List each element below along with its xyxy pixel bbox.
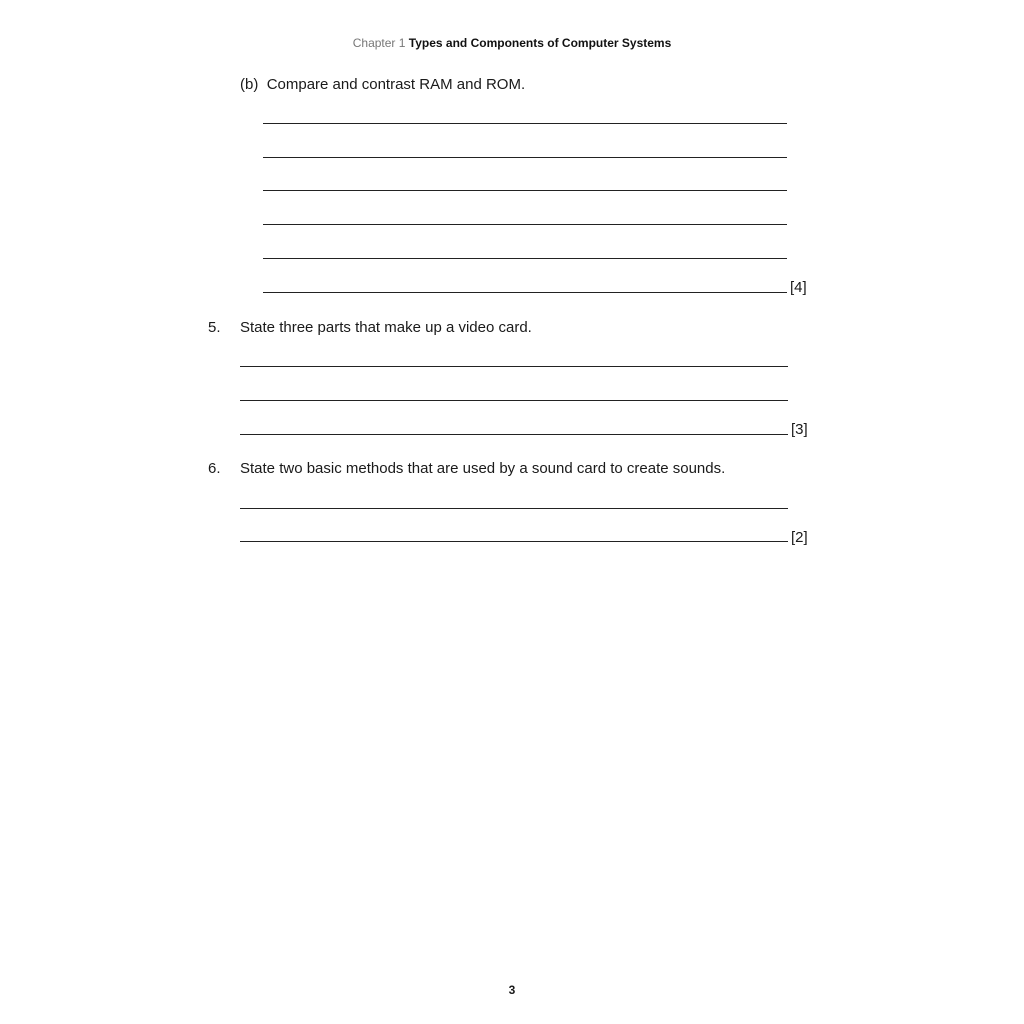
chapter-title: Types and Components of Computer Systems [408,36,672,50]
answer-line[interactable] [240,541,788,542]
answer-line[interactable] [240,508,788,509]
marks-label: [4] [790,279,807,296]
answer-line[interactable] [263,292,787,293]
question-text: State two basic methods that are used by a sound card to create sounds. [240,460,726,477]
answer-line[interactable] [240,434,788,435]
marks-label: [2] [791,529,808,546]
question-text: State three parts that make up a video card. [240,319,532,336]
answer-line[interactable] [263,258,787,259]
question-number: (b) [240,76,259,93]
answer-line[interactable] [263,123,787,124]
marks-label: [3] [791,421,808,438]
answer-line[interactable] [263,224,787,225]
answer-line[interactable] [263,157,787,158]
page-number: 3 [508,983,516,997]
answer-line[interactable] [240,366,788,367]
question-text: Compare and contrast RAM and ROM. [266,76,526,93]
page-header [0,35,1024,51]
question-number: 5. [208,319,221,336]
answer-line[interactable] [263,190,787,191]
chapter-label: Chapter 1 [352,36,406,50]
answer-line[interactable] [240,400,788,401]
question-number: 6. [208,460,221,477]
